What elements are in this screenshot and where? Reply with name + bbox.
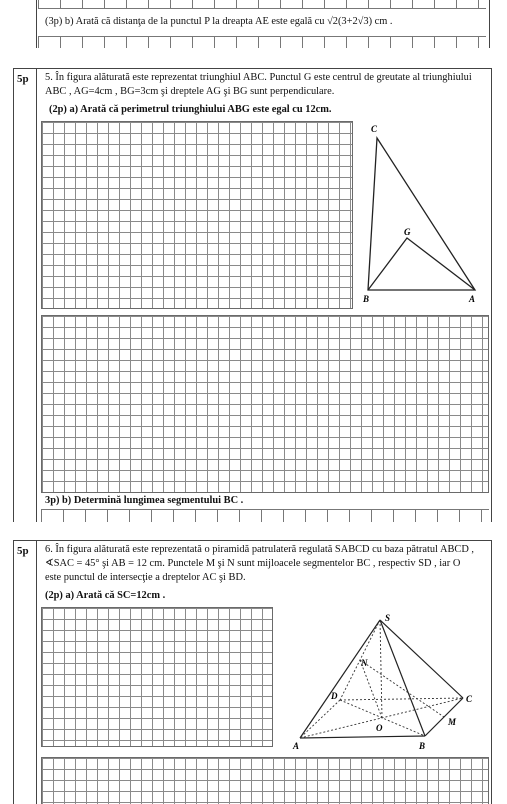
problem5-answer-grid-b[interactable] (41, 315, 489, 493)
problem5-answer-grid-a[interactable] (41, 121, 353, 309)
vertex-label-n: N (361, 658, 368, 668)
problem6-pyramid-figure (285, 610, 490, 750)
vertex-label-b: B (363, 294, 370, 304)
problem6-answer-grid-b[interactable] (41, 757, 489, 804)
vertex-label-s: S (385, 613, 391, 623)
problem6-points: 5p (17, 545, 29, 557)
vertex-label-b: B (419, 741, 426, 750)
problem5-part-b: 3p) b) Determină lungimea segmentului BC . (45, 495, 244, 506)
problem5-triangle-figure (355, 118, 490, 308)
problem5-statement-line1: 5. În figura alăturată este reprezentat triunghiul ABC. Punctul G este centrul de greutate al triunghiului (45, 72, 472, 83)
problem6-part-a: (2p) a) Arată că SC=12cm . (45, 590, 166, 601)
problem6-statement-line3: este punctul de intersecţie a dreptelor AC şi BD. (45, 572, 246, 583)
vertex-label-m: M (448, 717, 457, 727)
top-fragment-grid-top (38, 0, 486, 9)
problem6-statement-line1: 6. În figura alăturată este reprezentată o piramidă patrulateră regulată SABCD cu baza pătratul ABCD , (45, 544, 475, 555)
problem5-part-a: (2p) a) Arată că perimetrul triunghiului ABG este egal cu 12cm. (49, 104, 332, 115)
vertex-label-o: O (376, 723, 383, 733)
problem5-statement-line2: ABC , AG=4cm , BG=3cm şi dreptele AG şi BG sunt perpendiculare. (45, 86, 335, 97)
problem6-statement-line2: ∢SAC = 45° şi AB = 12 cm. Punctele M şi N sunt mijloacele segmentelor BC , respectiv SD , iar O (45, 558, 461, 569)
problem6-divider (36, 540, 37, 804)
vertex-label-d: D (331, 691, 338, 701)
vertex-label-c: C (371, 124, 378, 134)
vertex-label-g: G (404, 227, 411, 237)
vertex-label-a: A (293, 741, 300, 750)
vertex-label-a: A (469, 294, 476, 304)
problem5-divider (36, 68, 37, 522)
vertex-label-c: C (466, 694, 473, 704)
problem6-answer-grid-a[interactable] (41, 607, 273, 747)
problem5-grid-continuation (41, 509, 489, 522)
problem4-part-b: (3p) b) Arată că distanţa de la punctul P la dreapta AE este egală cu √2(3+2√3) cm . (45, 16, 393, 27)
problem5-points: 5p (17, 73, 29, 85)
top-fragment-grid-bottom (38, 36, 486, 48)
